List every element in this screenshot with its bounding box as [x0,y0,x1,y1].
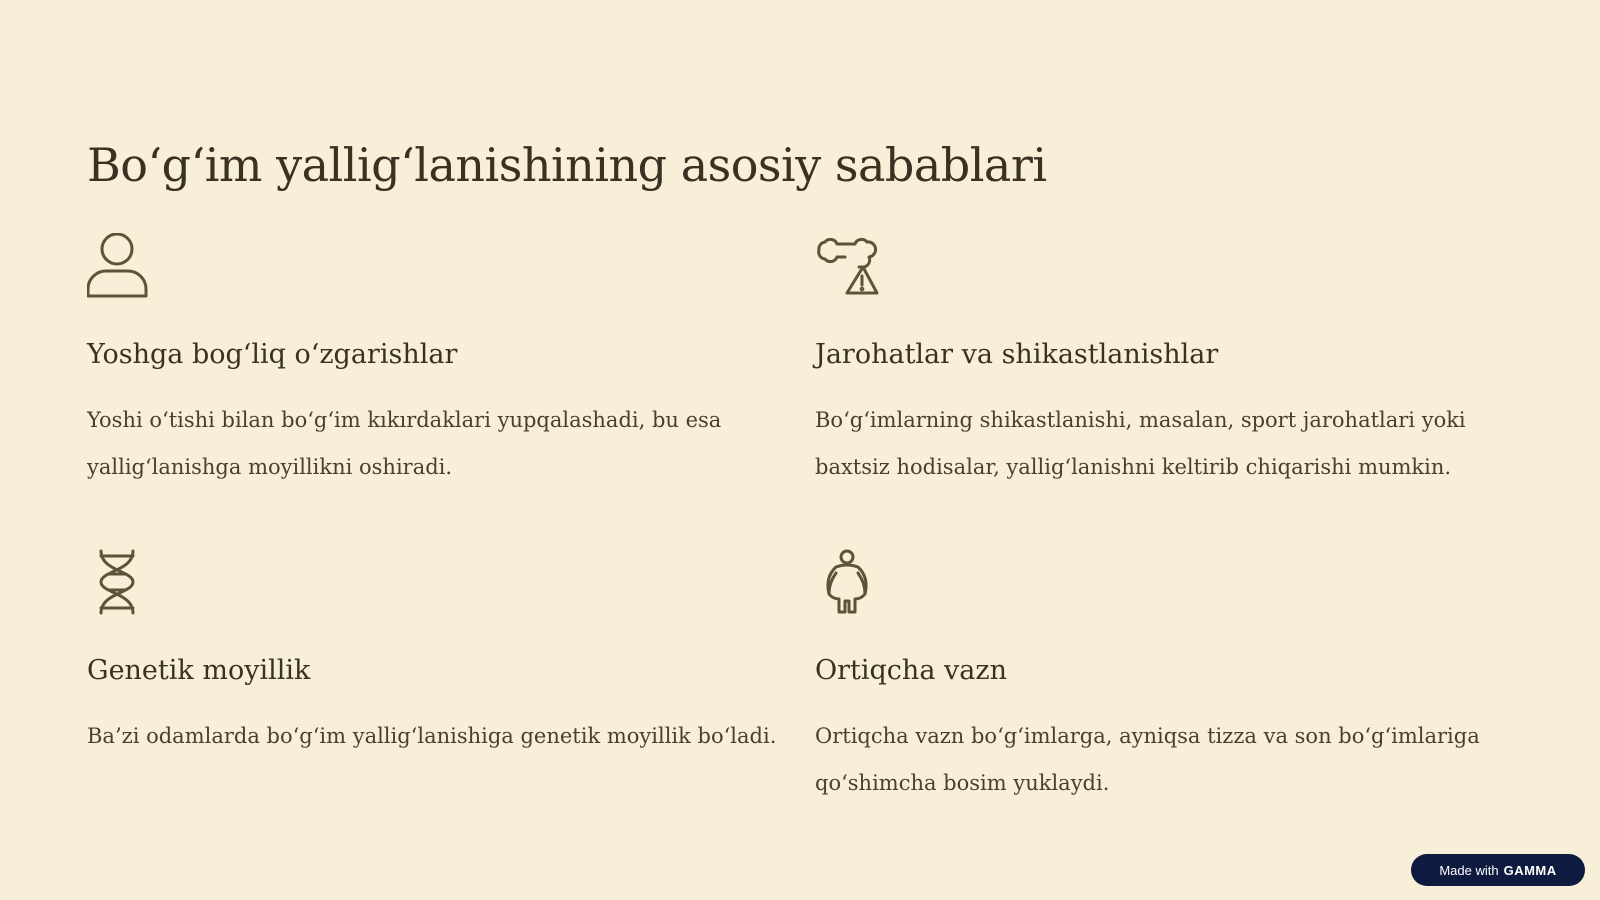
dna-icon [87,549,153,615]
bone-warning-icon [815,233,881,299]
person-icon [87,233,153,299]
cause-description: Ortiqcha vazn bo‘g‘imlarga, ayniqsa tizza va son bo‘g‘imlariga qo‘shimcha bosim yuklaydi. [815,724,1480,795]
cause-heading: Genetik moyillik [87,655,311,686]
cause-description: Ba’zi odamlarda bo‘g‘im yallig‘lanishiga genetik moyillik bo‘ladi. [87,724,777,748]
cause-heading: Ortiqcha vazn [815,655,1007,686]
cause-heading: Jarohatlar va shikastlanishlar [815,339,1219,370]
badge-prefix: Made with [1439,862,1499,878]
overweight-person-icon [815,549,881,615]
page-title: Bo‘g‘im yallig‘lanishining asosiy sabablari [87,138,1047,192]
cause-description: Bo‘g‘imlarning shikastlanishi, masalan, sport jarohatlari yoki baxtsiz hodisalar, yallig‘lanishni keltirib chiqarishi mumkin. [815,408,1466,479]
cause-heading: Yoshga bog‘liq o‘zgarishlar [87,339,458,370]
made-with-gamma-badge[interactable] [1411,854,1585,886]
cause-description: Yoshi o‘tishi bilan bo‘g‘im kıkırdaklari yupqalashadi, bu esa yallig‘lanishga moyillikni oshiradi. [87,408,722,479]
gamma-logo: GAMMA [1503,862,1557,878]
